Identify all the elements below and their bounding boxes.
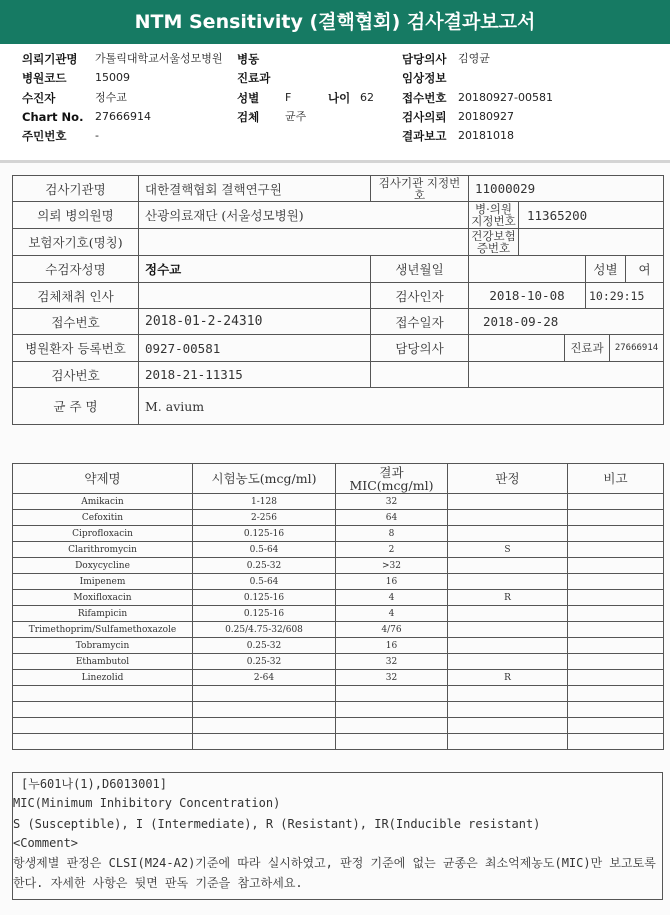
ward-label: 병동 [237,52,260,66]
result-report-date: 20181018 [458,129,514,142]
mic-value: 4 [336,606,448,622]
patient-reg-no: 0927-00581 [139,335,371,362]
hospital-name-label: 의뢰 병의원명 [13,202,139,229]
clinical-info-label: 임상정보 [402,71,447,85]
interpretation [448,654,568,670]
test-range: 0.25/4.75-32/608 [193,622,336,638]
interpretation [448,622,568,638]
remark [568,494,664,510]
drug-row [13,606,664,622]
age-value: 62 [360,91,374,104]
organism-label: 균 주 명 [13,388,139,425]
mic-value: 4/76 [336,622,448,638]
drug-name: Doxycycline [13,558,193,574]
requesting-institution: 가톨릭대학교서울성모병원 [95,52,223,65]
interpretation: R [448,670,568,686]
department-label: 진료과 [237,71,271,85]
test-range [193,702,336,718]
patient-label: 수진자 [22,91,56,105]
drug-name: Trimethoprim/Sulfamethoxazole [13,622,193,638]
resident-no-label: 주민번호 [22,129,67,143]
drug-name [13,686,193,702]
mic-value: 64 [336,510,448,526]
sex-value: F [285,91,292,104]
remark [568,542,664,558]
comment-box [12,772,663,900]
age-label: 나이 [328,91,351,105]
drug-table [12,463,664,750]
comment-heading: <Comment> [13,836,79,850]
lab-id: 11000029 [469,176,664,202]
mic-value: 32 [336,494,448,510]
test-no-label: 검사번호 [13,362,139,388]
drug-name: Tobramycin [13,638,193,654]
interpretation [448,638,568,654]
report-code: [누601나(1),D6013001] [21,777,168,791]
mic-definition: MIC(Minimum Inhibitory Concentration) [13,796,281,810]
lab-id-label: 검사기관 지정번호 [371,176,469,202]
patient-reg-label: 병원환자 등록번호 [13,335,139,362]
mic-value: 2 [336,542,448,558]
sex-value: 여 [638,262,651,277]
organism-name: M. avium [139,388,664,425]
drug-row [13,702,664,718]
drug-row [13,510,664,526]
test-range: 0.125-16 [193,590,336,606]
remark [568,558,664,574]
birth-label: 생년월일 [371,256,469,283]
specimen-value: 균주 [285,110,307,123]
mic-value [336,718,448,734]
test-date: 2018-10-08 [469,283,586,309]
concentration-header: 시험농도(mcg/ml) [193,464,336,494]
drug-header: 약제명 [13,464,193,494]
hospital-id: 11365200 [527,207,588,223]
interpretation [448,702,568,718]
result-report-label: 결과보고 [402,129,447,143]
drug-row [13,574,664,590]
receipt-no-label: 접수번호 [402,91,447,105]
drug-row [13,686,664,702]
sex-label: 성별 [586,256,626,282]
test-range: 0.25-32 [193,638,336,654]
mic-value [336,702,448,718]
drug-name: Moxifloxacin [13,590,193,606]
remarks-header: 비고 [568,464,664,494]
sex-label: 성별 [237,91,260,105]
requesting-institution-label: 의뢰기관명 [22,52,78,66]
receipt-date-label: 접수일자 [371,309,469,335]
drug-name: Linezolid [13,670,193,686]
chart-no-label: Chart No. [22,110,84,124]
drug-row [13,542,664,558]
drug-name: Amikacin [13,494,193,510]
collector-value [139,283,371,309]
drug-name: Cefoxitin [13,510,193,526]
test-range: 2-64 [193,670,336,686]
drug-row [13,526,664,542]
drug-name: Imipenem [13,574,193,590]
specimen-label: 검체 [237,110,260,124]
receipt-no: 2018-01-2-24310 [139,309,371,335]
test-range: 0.25-32 [193,654,336,670]
drug-row [13,494,664,510]
drug-name: Rifampicin [13,606,193,622]
mic-value: 32 [336,670,448,686]
doctor-value [469,335,565,361]
drug-row [13,638,664,654]
remark [568,654,664,670]
result-header: 결과 MIC(mcg/ml) [336,464,448,494]
subject-name: 정수교 [139,256,371,283]
dept-label: 진료과 [565,335,610,361]
mic-value: >32 [336,558,448,574]
test-range: 0.125-16 [193,606,336,622]
interpretation-header: 판정 [448,464,568,494]
mic-value: 16 [336,638,448,654]
test-range: 0.5-64 [193,574,336,590]
mic-value: 4 [336,590,448,606]
drug-row [13,622,664,638]
remark [568,526,664,542]
report-title: NTM Sensitivity (결핵협회) 검사결과보고서 [0,0,670,44]
interpretation [448,558,568,574]
hospital-name: 산광의료재단 (서울성모병원) [139,202,469,229]
interpretation [448,718,568,734]
test-range: 1-128 [193,494,336,510]
chart-no: 27666914 [95,110,151,123]
drug-table-header [13,464,664,494]
test-no: 2018-21-11315 [139,362,371,388]
receipt-no-label: 접수번호 [13,309,139,335]
remark [568,702,664,718]
interpretation [448,510,568,526]
hospital-code-label: 병원코드 [22,71,67,85]
mic-value [336,734,448,750]
mic-value [336,686,448,702]
interpretation: R [448,590,568,606]
test-range [193,686,336,702]
drug-row [13,654,664,670]
comment-text: 항생제별 판정은 CLSI(M24-A2)기준에 따라 실시하였고, 판정 기준에 없는 균종은 최소억제농도(MIC)만 보고토록 한다. 자세한 사항은 뒷면 판독 기준을 참고하세요. [13,856,656,890]
drug-row [13,558,664,574]
patient-name: 정수교 [95,91,127,104]
doctor-name: 김영균 [458,52,490,65]
receipt-no: 20180927-00581 [458,91,553,104]
test-range: 0.25-32 [193,558,336,574]
remark [568,590,664,606]
remark [568,606,664,622]
mic-value: 16 [336,574,448,590]
test-range: 0.5-64 [193,542,336,558]
interpretation [448,494,568,510]
test-range [193,718,336,734]
test-time: 10:29:15 [586,283,664,309]
test-range: 2-256 [193,510,336,526]
test-request-date: 20180927 [458,110,514,123]
health-insurance-label: 건강보험 증번호 [469,229,519,255]
lab-name-label: 검사기관명 [13,176,139,202]
doctor-label: 담당의사 [402,52,447,66]
interpretation [448,734,568,750]
dept-value: 27666914 [614,343,659,353]
birth-value [469,256,586,283]
remark [568,670,664,686]
drug-row [13,590,664,606]
test-request-label: 검사의뢰 [402,110,447,124]
drug-row [13,718,664,734]
subject-label: 수검자성명 [13,256,139,283]
interpretation [448,574,568,590]
receipt-date: 2018-09-28 [469,309,664,335]
drug-name [13,718,193,734]
resident-no: - [95,129,99,142]
test-range: 0.125-16 [193,526,336,542]
drug-row [13,734,664,750]
insurance-label: 보험자기호(명칭) [13,229,139,256]
remark [568,718,664,734]
interpretation [448,686,568,702]
drug-name [13,702,193,718]
insurance-value [139,229,469,256]
remark [568,686,664,702]
interpretation [448,526,568,542]
interpretation: S [448,542,568,558]
info-table [12,175,664,425]
interpretation [448,606,568,622]
remark [568,734,664,750]
mic-value: 8 [336,526,448,542]
drug-name [13,734,193,750]
drug-name: Ciprofloxacin [13,526,193,542]
test-date-label: 검사인자 [371,283,469,309]
interpretation-legend: S (Susceptible), I (Intermediate), R (Resistant), IR(Inducible resistant) [13,817,541,831]
remark [568,574,664,590]
remark [568,638,664,654]
remark [568,622,664,638]
drug-row [13,670,664,686]
remark [568,510,664,526]
drug-name: Clarithromycin [13,542,193,558]
report-header [0,44,670,156]
hospital-code: 15009 [95,71,130,84]
collector-label: 검체채취 인사 [13,283,139,309]
test-range [193,734,336,750]
mic-value: 32 [336,654,448,670]
doctor-label: 담당의사 [371,335,469,362]
lab-name: 대한결핵협회 결핵연구원 [139,176,371,202]
drug-name: Ethambutol [13,654,193,670]
hospital-id-label: 병·의원 지정번호 [469,202,519,228]
